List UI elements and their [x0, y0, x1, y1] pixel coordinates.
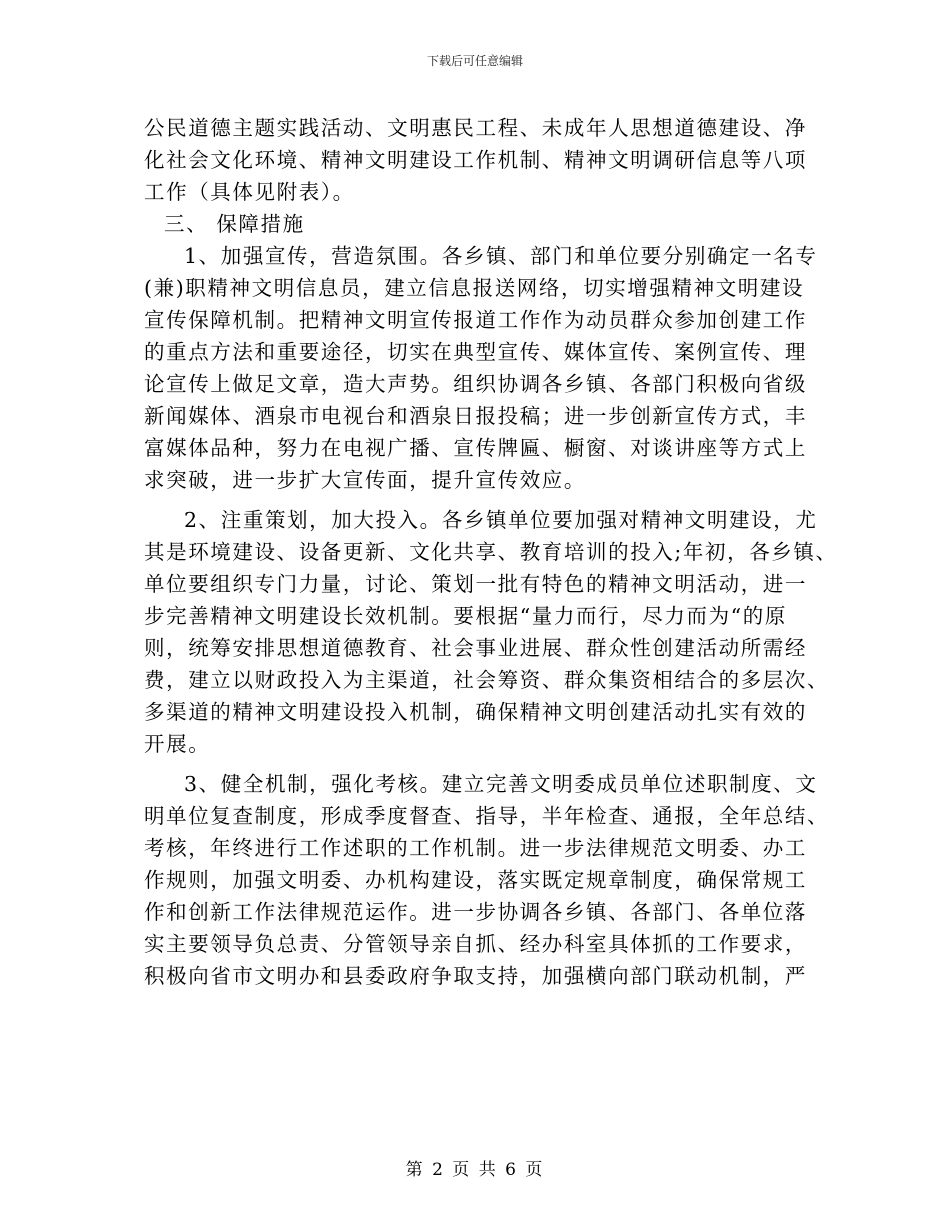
text-line: 多渠道的精神文明建设投入机制，确保精神文明创建活动扎实有效的: [144, 700, 807, 724]
text-line: 的重点方法和重要途径，切实在典型宣传、媒体宣传、案例宣传、理: [144, 340, 807, 364]
text-line: 明单位复查制度，形成季度督查、指导，半年检查、通报，全年总结、: [144, 804, 830, 828]
text-line: 作规则，加强文明委、办机构建设，落实既定规章制度，确保常规工: [144, 868, 807, 892]
paragraph-start-line: 1、加强宣传，营造氛围。各乡镇、部门和单位要分别确定一名专: [184, 244, 818, 268]
text-line: 作和创新工作法律规范运作。进一步协调各乡镇、各部门、各单位落: [144, 900, 807, 924]
text-line: 论宣传上做足文章，造大声势。组织协调各乡镇、各部门积极向省级: [144, 372, 807, 396]
text-line: 考核，年终进行工作述职的工作机制。进一步法律规范文明委、办工: [144, 836, 807, 860]
paragraph-start-line: 3、健全机制，强化考核。建立完善文明委成员单位述职制度、文: [184, 772, 818, 796]
document-body: [144, 112, 838, 992]
text-line: 新闻媒体、酒泉市电视台和酒泉日报投稿；进一步创新宣传方式，丰: [144, 404, 807, 428]
page-number-footer: 第 2 页 共 6 页: [405, 1160, 545, 1180]
text-line: 单位要组织专门力量，讨论、策划一批有特色的精神文明活动，进一: [144, 572, 807, 596]
text-line: (兼)职精神文明信息员，建立信息报送网络，切实增强精神文明建设: [144, 276, 805, 300]
paragraph-start-line: 2、注重策划，加大投入。各乡镇单位要加强对精神文明建设，尤: [184, 508, 818, 532]
page-header-note: 下载后可任意编辑: [426, 54, 523, 68]
text-line: 公民道德主题实践活动、文明惠民工程、未成年人思想道德建设、净: [144, 116, 807, 140]
text-line: 求突破，进一步扩大宣传面，提升宣传效应。: [144, 468, 586, 492]
text-line: 实主要领导负总责、分管领导亲自抓、经办科室具体抓的工作要求，: [144, 932, 807, 956]
text-line: 费，建立以财政投入为主渠道，社会筹资、群众集资相结合的多层次、: [144, 668, 830, 692]
text-line: 开展。: [144, 732, 211, 756]
text-line: 步完善精神文明建设长效机制。要根据“量力而行，尽力而为“的原: [144, 604, 787, 628]
text-line: 工作（具体见附表）。: [144, 180, 355, 204]
text-line: 则，统筹安排思想道德教育、社会事业进展、群众性创建活动所需经: [144, 636, 807, 660]
text-line: 积极向省市文明办和县委政府争取支持，加强横向部门联动机制，严: [144, 964, 807, 988]
text-line: 富媒体品种，努力在电视广播、宣传牌匾、橱窗、对谈讲座等方式上: [144, 436, 807, 460]
text-line: 其是环境建设、设备更新、文化共享、教育培训的投入;年初，各乡镇、: [144, 540, 838, 564]
section-heading: 三、 保障措施: [164, 212, 305, 236]
text-line: 宣传保障机制。把精神文明宣传报道工作作为动员群众参加创建工作: [144, 308, 807, 332]
text-line: 化社会文化环境、精神文明建设工作机制、精神文明调研信息等八项: [144, 148, 807, 172]
